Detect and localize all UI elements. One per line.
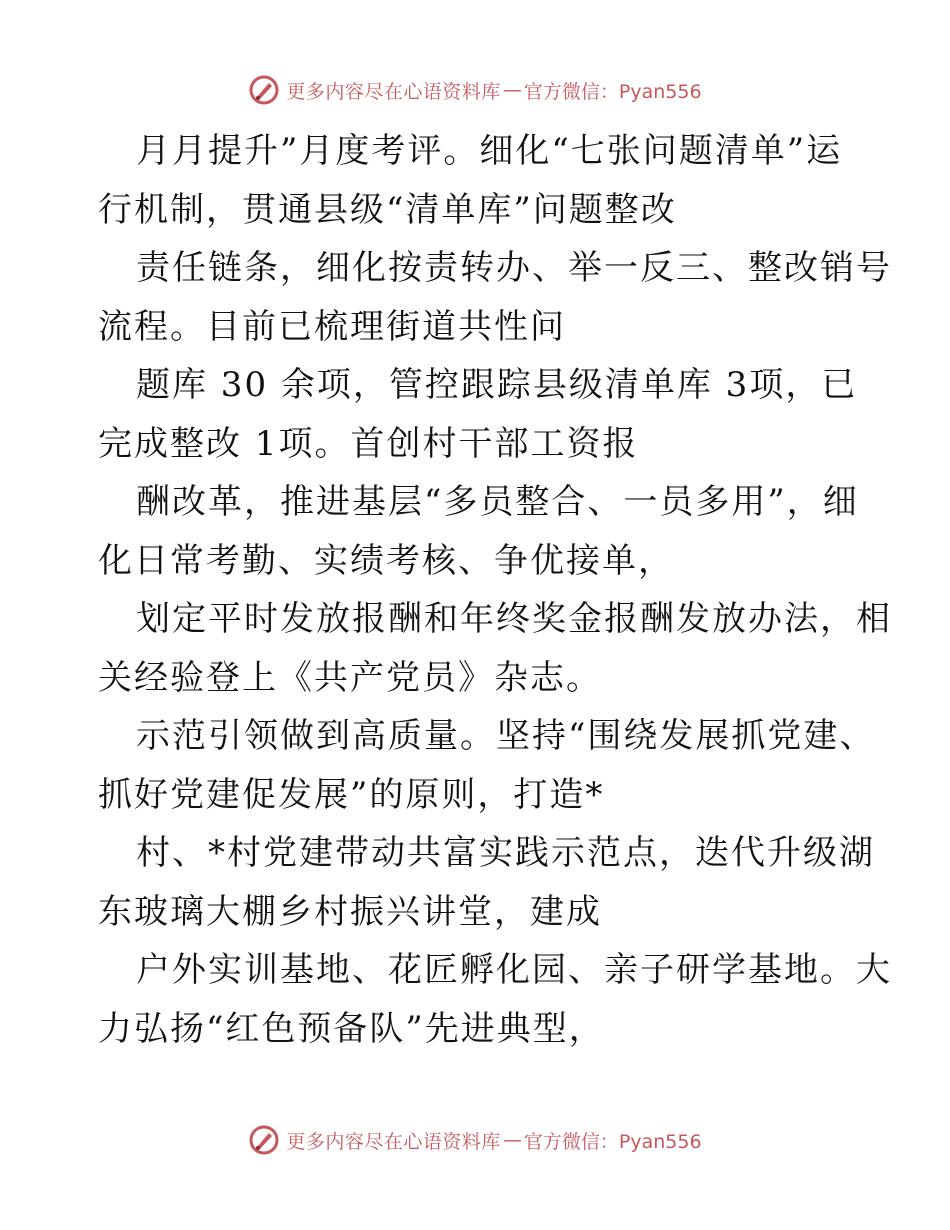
text-line: 月月提升”月度考评。细化“七张问题清单”运 (136, 131, 843, 171)
text-line: 化日常考勤、实绩考核、争优接单， (98, 540, 674, 581)
header-watermark (0, 70, 950, 110)
footer-watermark (0, 1120, 950, 1160)
pen-circle-logo-icon (248, 74, 280, 106)
watermark-separator: — (502, 79, 522, 101)
text-line: 流程。目前已梳理街道共性问 (98, 306, 566, 347)
watermark-contact: 官方微信：Pyan556 (523, 1130, 702, 1153)
text-line: 示范引领做到高质量。坚持“围绕发展抓党建、 (136, 716, 876, 756)
text-line: 东玻璃大棚乡村振兴讲堂，建成 (98, 891, 602, 932)
text-line: 行机制，贯通县级“清单库”问题整改 (98, 189, 677, 230)
text-line: 村、*村党建带动共富实践示范点，迭代升级湖 (136, 833, 875, 873)
watermark-contact: 官方微信：Pyan556 (523, 80, 702, 103)
pen-circle-logo-icon (248, 1124, 280, 1156)
text-line: 力弘扬“红色预备队”先进典型， (98, 1008, 605, 1049)
text-line: 完成整改 1项。首创村干部工资报 (98, 423, 639, 464)
text-line: 划定平时发放报酬和年终奖金报酬发放办法，相 (136, 599, 892, 639)
text-line: 抓好党建促发展”的原则，打造* (98, 774, 605, 815)
watermark-text: 更多内容尽在心语资料库 (286, 80, 501, 103)
text-line: 户外实训基地、花匠孵化园、亲子研学基地。大 (136, 950, 892, 990)
text-line: 酬改革，推进基层“多员整合、一员多用”，细 (136, 482, 859, 522)
text-line: 题库 30 余项，管控跟踪县级清单库 3项，已 (136, 365, 858, 405)
text-line: 责任链条，细化按责转办、举一反三、整改销号 (136, 248, 892, 288)
document-body (98, 122, 892, 1058)
text-line: 关经验登上《共产党员》杂志。 (98, 657, 602, 698)
watermark-text: 更多内容尽在心语资料库 (286, 1130, 501, 1153)
watermark-separator: — (502, 1129, 522, 1151)
